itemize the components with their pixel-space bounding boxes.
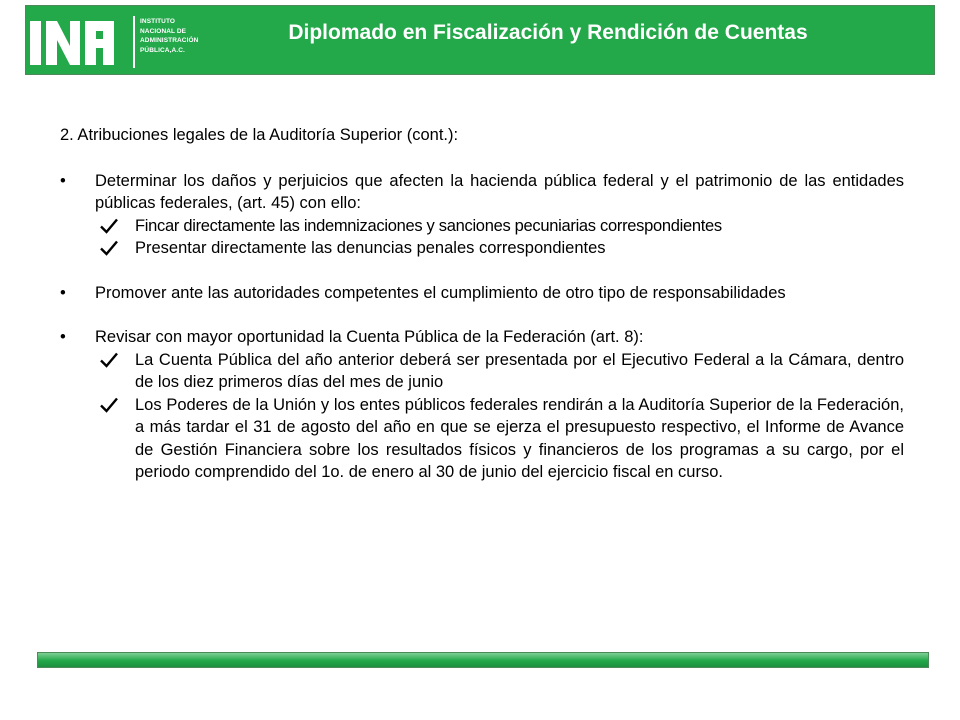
bullet-item [60, 326, 904, 349]
bullet-text: Revisar con mayor oportunidad la Cuenta Pública de la Federación (art. 8): [95, 328, 644, 346]
check-item [60, 237, 904, 260]
checkmark-icon [100, 217, 118, 235]
bullet-dot-icon: • [60, 328, 66, 346]
check-text: Presentar directamente las denuncias penales correspondientes [135, 239, 606, 257]
footer-bar [37, 652, 929, 668]
bullet-item [60, 170, 904, 215]
logo-line: ADMINISTRACIÓN [140, 37, 199, 44]
bullet-dot-icon: • [60, 283, 66, 302]
logo-line: INSTITUTO [140, 18, 176, 25]
checkmark-icon [100, 351, 118, 369]
section-title: 2. Atribuciones legales de la Auditoría Superior (cont.): [60, 126, 459, 144]
check-item [60, 349, 904, 394]
header-banner [25, 5, 935, 75]
logo-divider [133, 16, 135, 68]
inap-logo-mark [30, 18, 128, 68]
check-text: La Cuenta Pública del año anterior deberá ser presentada por el Ejecutivo Federal a la Cámara, dentro de los diez primeros días del mes de junio [135, 350, 904, 391]
checkmark-icon [100, 396, 118, 414]
logo-institution-name [140, 17, 232, 55]
check-item [60, 394, 904, 484]
check-text: Los Poderes de la Unión y los entes públicos federales rendirán a la Auditoría Superior de la Federación, a más tardar el 31 de agosto del año en que se ejerza el presupuesto respectivo, el Informe de Avance de Gestión Financiera sobre los resultados físicos y financieros de los programas a su cargo, por el periodo comprendido del 1o. de enero al 30 de junio del ejercicio fiscal en curso. [135, 395, 904, 481]
logo-line: NACIONAL DE [140, 27, 187, 35]
checkmark-icon [100, 239, 118, 257]
course-title: Diplomado en Fiscalización y Rendición de Cuentas [288, 21, 808, 44]
spacer [60, 304, 904, 326]
inap-logo [30, 14, 230, 70]
bullet-item [60, 282, 904, 305]
spacer [60, 260, 904, 282]
check-item [60, 215, 904, 238]
check-text: Fincar directamente las indemnizaciones y sanciones pecuniarias correspondientes [135, 216, 722, 235]
bullet-text: Determinar los daños y perjuicios que afecten la hacienda pública federal y el patrimonio de las entidades públicas federales, (art. 45) con ello: [95, 171, 904, 212]
logo-line: PÚBLICA,A.C. [140, 46, 185, 54]
bullet-text: Promover ante las autoridades competentes el cumplimiento de otro tipo de responsabilidades [95, 283, 786, 302]
slide-content [60, 124, 904, 484]
bullet-dot-icon: • [60, 171, 66, 190]
